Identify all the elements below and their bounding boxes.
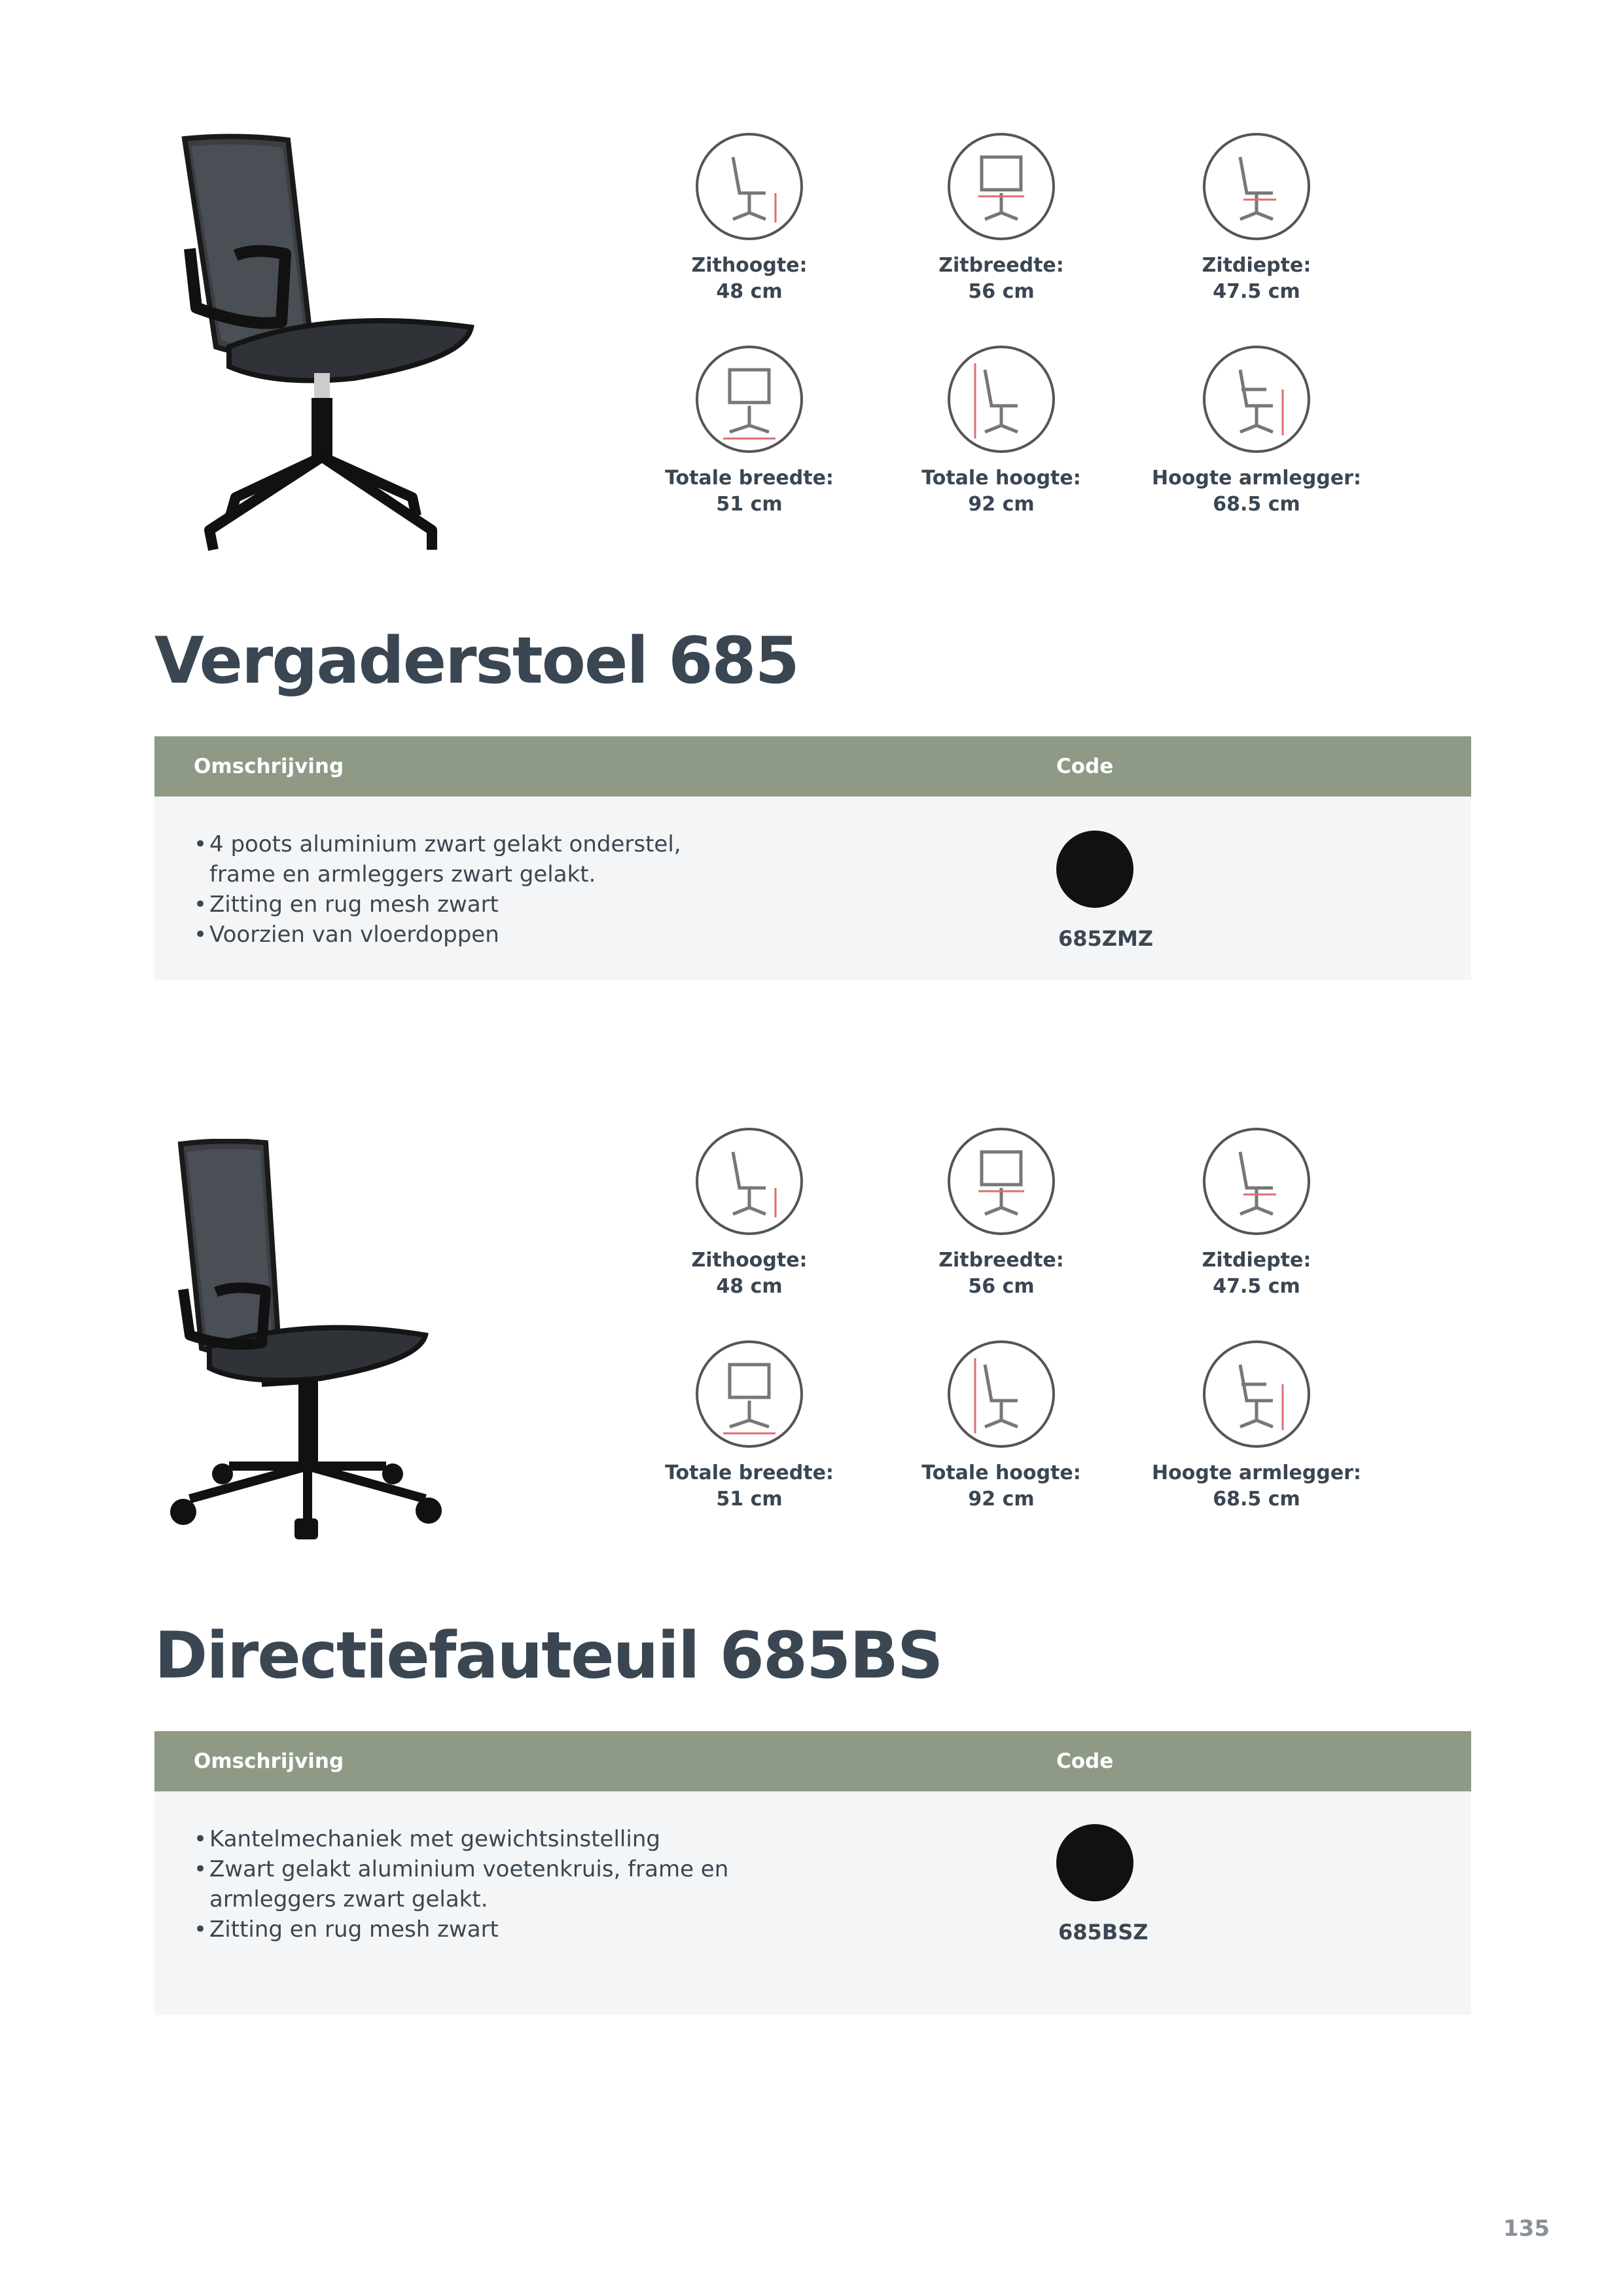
description-item: • Zitting en rug mesh zwart xyxy=(194,889,681,920)
spec-value: 47.5 cm xyxy=(1213,280,1300,303)
seat-depth-icon xyxy=(1201,1126,1312,1237)
header-code: Code xyxy=(1056,1749,1114,1773)
spec-seat-height xyxy=(625,1126,874,1300)
product-title: Vergaderstoel 685 xyxy=(154,624,798,698)
header-description: Omschrijving xyxy=(194,755,344,778)
spec-value: 68.5 cm xyxy=(1213,493,1300,516)
seat-width-icon xyxy=(946,1126,1057,1237)
spec-seat-width xyxy=(877,1126,1126,1300)
seat-height-icon xyxy=(694,131,805,242)
header-description: Omschrijving xyxy=(194,1749,344,1773)
spec-value: 68.5 cm xyxy=(1213,1488,1300,1511)
spec-label: Zithoogte: xyxy=(691,254,808,277)
spec-label: Hoogte armlegger: xyxy=(1152,467,1361,490)
spec-seat-width xyxy=(877,131,1126,305)
product-code: 685BSZ xyxy=(1058,1920,1149,1945)
spec-label: Totale breedte: xyxy=(665,467,834,490)
chair-photo-685bs xyxy=(164,1139,452,1545)
spec-armrest-height xyxy=(1132,1338,1381,1513)
color-swatch-black xyxy=(1056,831,1133,908)
spec-seat-depth xyxy=(1132,1126,1381,1300)
table-header xyxy=(154,736,1471,797)
description-item: • Kantelmechaniek met gewichtsinstelling xyxy=(194,1824,728,1854)
spec-seat-depth xyxy=(1132,131,1381,305)
description-item: • 4 poots aluminium zwart gelakt onderstel, frame en armleggers zwart gelakt. xyxy=(194,829,681,889)
seat-height-icon xyxy=(694,1126,805,1237)
spec-value: 92 cm xyxy=(968,493,1035,516)
spec-label: Totale hoogte: xyxy=(921,1462,1081,1484)
spec-label: Totale breedte: xyxy=(665,1462,834,1484)
total-width-icon xyxy=(694,1338,805,1450)
product-title: Directiefauteuil 685BS xyxy=(154,1619,942,1693)
product-code: 685ZMZ xyxy=(1058,926,1154,951)
page-number: 135 xyxy=(1503,2215,1550,2242)
spec-value: 48 cm xyxy=(716,1275,783,1298)
seat-width-icon xyxy=(946,131,1057,242)
spec-label: Zithoogte: xyxy=(691,1249,808,1272)
description-item: • Zitting en rug mesh zwart xyxy=(194,1914,728,1945)
table-body xyxy=(154,797,1471,980)
spec-value: 51 cm xyxy=(716,493,783,516)
spec-value: 47.5 cm xyxy=(1213,1275,1300,1298)
header-code: Code xyxy=(1056,755,1114,778)
spec-value: 48 cm xyxy=(716,280,783,303)
description-item: • Zwart gelakt aluminium voetenkruis, frame en armleggers zwart gelakt. xyxy=(194,1854,728,1914)
spec-total-height xyxy=(877,1338,1126,1513)
spec-total-width xyxy=(625,1338,874,1513)
description-item: • Voorzien van vloerdoppen xyxy=(194,920,681,950)
spec-value: 56 cm xyxy=(968,1275,1035,1298)
spec-label: Hoogte armlegger: xyxy=(1152,1462,1361,1484)
spec-value: 92 cm xyxy=(968,1488,1035,1511)
spec-label: Zitdiepte: xyxy=(1202,1249,1311,1272)
color-swatch-black xyxy=(1056,1824,1133,1901)
table-body xyxy=(154,1791,1471,2015)
total-height-icon xyxy=(946,344,1057,455)
spec-armrest-height xyxy=(1132,344,1381,518)
description-list xyxy=(194,1824,728,1945)
spec-table-685 xyxy=(154,736,1471,980)
spec-label: Zitbreedte: xyxy=(938,1249,1064,1272)
spec-total-width xyxy=(625,344,874,518)
table-header xyxy=(154,1731,1471,1791)
total-width-icon xyxy=(694,344,805,455)
chair-photo-685 xyxy=(157,131,497,563)
spec-label: Zitdiepte: xyxy=(1202,254,1311,277)
seat-depth-icon xyxy=(1201,131,1312,242)
spec-table-685bs xyxy=(154,1731,1471,2015)
armrest-height-icon xyxy=(1201,344,1312,455)
spec-total-height xyxy=(877,344,1126,518)
total-height-icon xyxy=(946,1338,1057,1450)
spec-value: 51 cm xyxy=(716,1488,783,1511)
description-list xyxy=(194,829,681,950)
armrest-height-icon xyxy=(1201,1338,1312,1450)
spec-label: Totale hoogte: xyxy=(921,467,1081,490)
spec-seat-height xyxy=(625,131,874,305)
spec-value: 56 cm xyxy=(968,280,1035,303)
spec-label: Zitbreedte: xyxy=(938,254,1064,277)
